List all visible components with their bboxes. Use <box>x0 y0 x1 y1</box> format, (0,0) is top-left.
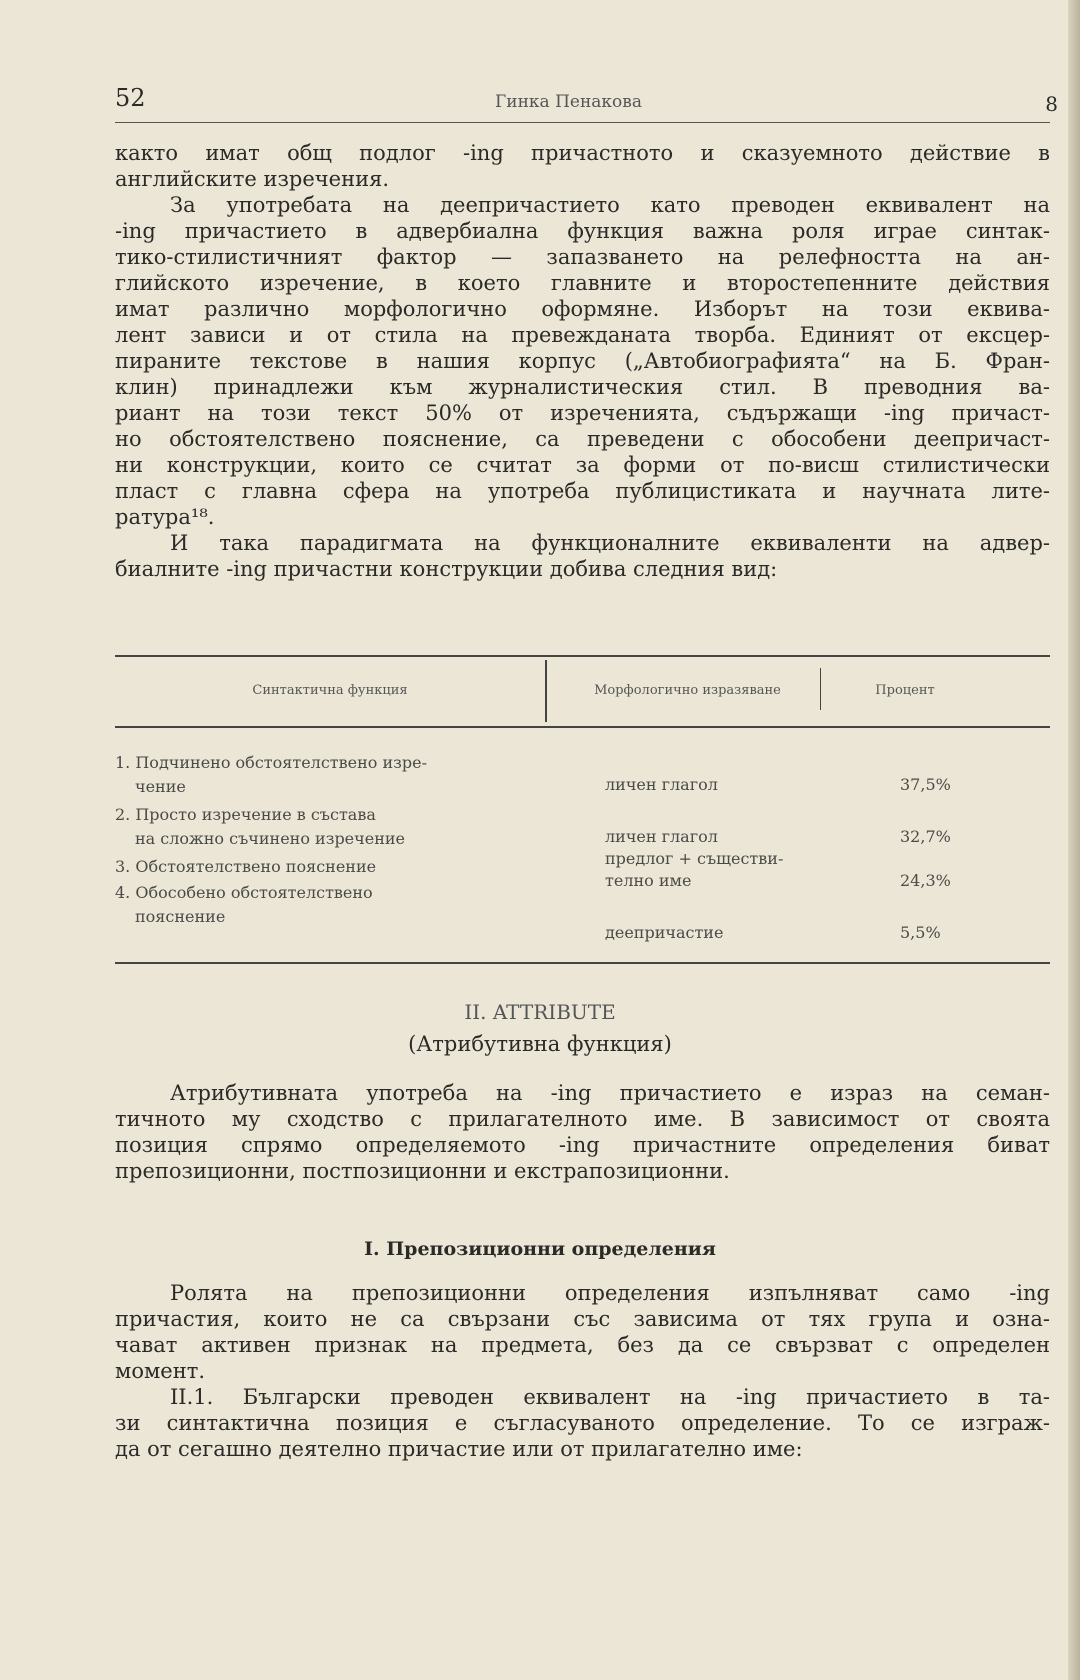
cell-form: предлог + съществи- <box>605 849 784 868</box>
cell-function: на сложно съчинено изречение <box>135 829 405 848</box>
cell-function: 4. Обособено обстоятелствено <box>115 883 373 902</box>
body-text-top <box>115 140 1050 582</box>
column-header: Процент <box>875 683 935 698</box>
cell-percent: 37,5% <box>900 775 951 794</box>
column-divider <box>820 668 821 710</box>
cell-form: личен глагол <box>605 827 718 846</box>
text-line: зи синтактична позиция е съгласуваното определение. То се изграж- <box>115 1411 1050 1435</box>
text-line: И така парадигмата на функционалните еквиваленти на адвер- <box>170 531 1050 555</box>
text-line: препозиционни, постпозиционни и екстрапозиционни. <box>115 1159 730 1183</box>
table-bottom-rule <box>115 962 1050 964</box>
paragraph <box>115 140 1050 192</box>
column-header: Синтактична функция <box>252 683 408 698</box>
column-header: Морфологично изразяване <box>594 683 781 698</box>
text-line: риант на този текст 50% от изреченията, съдържащи -ing причаст- <box>115 401 1050 425</box>
subheading: I. Препозиционни определения <box>364 1238 716 1260</box>
text-line: -ing причастието в адвербиална функция важна роля играе синтак- <box>115 219 1050 243</box>
cell-function: пояснение <box>135 907 226 926</box>
cell-form: телно име <box>605 871 692 890</box>
paragraph <box>115 192 1050 530</box>
paragraph <box>115 1080 1050 1184</box>
page-header <box>115 82 1058 123</box>
cell-function: чение <box>135 777 186 796</box>
text-line: тичното му сходство с прилагателното име. В зависимост от своята <box>115 1107 1050 1131</box>
text-line: както имат общ подлог -ing причастното и сказуемното действие в <box>115 141 1050 165</box>
cell-function: 3. Обстоятелствено пояснение <box>115 857 377 876</box>
text-line: Атрибутивната употреба на -ing причастието е израз на семан- <box>170 1081 1050 1105</box>
text-line: II.1. Български преводен еквивалент на -ing причастието в та- <box>170 1385 1050 1409</box>
text-line: позиция спрямо определяемото -ing причастните определения биват <box>115 1133 1050 1157</box>
text-line: лент зависи и от стила на превежданата творба. Единият от ексцер- <box>115 323 1050 347</box>
body-text-middle <box>115 1080 1050 1184</box>
cell-percent: 32,7% <box>900 827 951 846</box>
page-number: 52 <box>115 84 146 112</box>
column-divider <box>545 660 547 722</box>
cell-percent: 24,3% <box>900 871 951 890</box>
table-top-rule <box>115 655 1050 657</box>
cell-function: 1. Подчинено обстоятелствено изре- <box>115 753 428 772</box>
running-title: Гинка Пенакова <box>495 92 642 112</box>
text-line: биалните -ing причастни конструкции добива следния вид: <box>115 557 778 581</box>
paragraph <box>115 1280 1050 1384</box>
text-line: ни конструкции, които се считат за форми от по-висш стилистически <box>115 453 1050 477</box>
section-title: II. ATTRIBUTE <box>464 1000 616 1024</box>
table-header-rule <box>115 726 1050 728</box>
text-line: чават активен признак на предмета, без да се свързват с определен <box>115 1333 1050 1357</box>
cell-percent: 5,5% <box>900 923 941 942</box>
text-line: пласт с главна сфера на употреба публицистиката и научната лите- <box>115 479 1050 503</box>
paragraph <box>115 1384 1050 1462</box>
text-line: За употребата на деепричастието като преводен еквивалент на <box>170 193 1050 217</box>
cell-form: деепричастие <box>605 923 724 942</box>
text-line: но обстоятелствено пояснение, са преведени с обособени деепричаст- <box>115 427 1050 451</box>
section-subtitle: (Атрибутивна функция) <box>408 1032 672 1056</box>
text-line: момент. <box>115 1359 206 1383</box>
cell-function: 2. Просто изречение в състава <box>115 805 376 824</box>
text-line: ратура¹⁸. <box>115 505 215 529</box>
text-line: Ролята на препозиционни определения изпълняват само -ing <box>170 1281 1050 1305</box>
text-line: английските изречения. <box>115 167 390 191</box>
text-line: глийското изречение, в което главните и второстепенните действия <box>115 271 1050 295</box>
body-text-bottom <box>115 1280 1050 1462</box>
text-line: причастия, които не са свързани със зависима от тях група и озна- <box>115 1307 1050 1331</box>
paragraph <box>115 530 1050 582</box>
signature-mark: 8 <box>1045 92 1058 116</box>
text-line: клин) принадлежи към журналистическия стил. В преводния ва- <box>115 375 1050 399</box>
text-line: да от сегашно деятелно причастие или от прилагателно име: <box>115 1437 803 1461</box>
cell-form: личен глагол <box>605 775 718 794</box>
text-line: имат различно морфологично оформяне. Изборът на този еквива- <box>115 297 1050 321</box>
text-line: пираните текстове в нашия корпус („Автобиографията“ на Б. Фран- <box>115 349 1050 373</box>
text-line: тико-стилистичният фактор — запазването на релефността на ан- <box>115 245 1050 269</box>
